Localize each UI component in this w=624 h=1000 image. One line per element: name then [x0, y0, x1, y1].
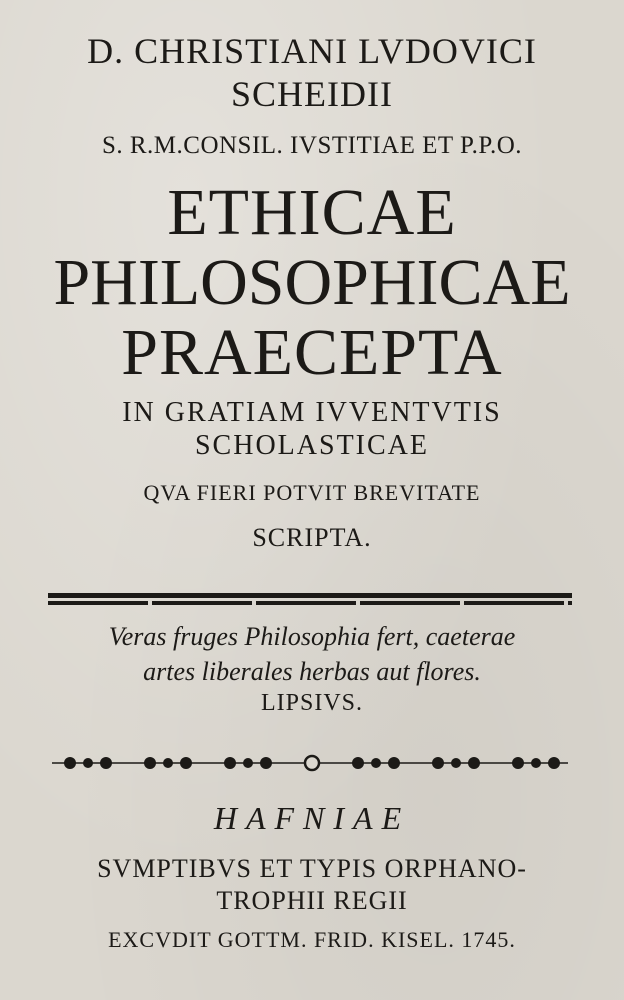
- author-office: S. R.M.CONSIL. IVSTITIAE ET P.P.O.: [101, 132, 523, 159]
- author-name-line-1: D. CHRISTIANI LVDOVICI: [87, 31, 537, 71]
- double-rule-top: [48, 593, 572, 598]
- title-line-3: PRAECEPTA: [121, 316, 503, 389]
- subtitle-line-1: IN GRATIAM IVVENTVTIS: [122, 397, 502, 428]
- title-line-2: PHILOSOPHICAE: [53, 246, 571, 319]
- motto-line-1: Veras fruges Philosophia fert, caeterae: [108, 622, 516, 651]
- motto-line-2: artes liberales herbas aut flores.: [143, 657, 481, 686]
- imprint-line-1: SVMPTIBVS ET TYPIS ORPHANO-: [97, 854, 527, 883]
- imprint-line-2: TROPHII REGII: [216, 886, 408, 915]
- subtitle-line-2: SCHOLASTICAE: [194, 430, 429, 461]
- ornament-divider: [50, 751, 574, 775]
- double-rule-bottom: [48, 601, 572, 605]
- subtitle-line-3: QVA FIERI POTVIT BREVITATE: [143, 480, 481, 505]
- imprint-place: HAFNIAE: [213, 800, 411, 836]
- motto-attribution: LIPSIVS.: [260, 690, 364, 716]
- author-name-line-2: SCHEIDII: [231, 74, 393, 114]
- imprint-line-3: EXCVDIT GOTTM. FRID. KISEL. 1745.: [108, 927, 516, 952]
- subtitle-line-4: SCRIPTA.: [252, 523, 372, 552]
- title-line-1: ETHICAE: [167, 176, 457, 249]
